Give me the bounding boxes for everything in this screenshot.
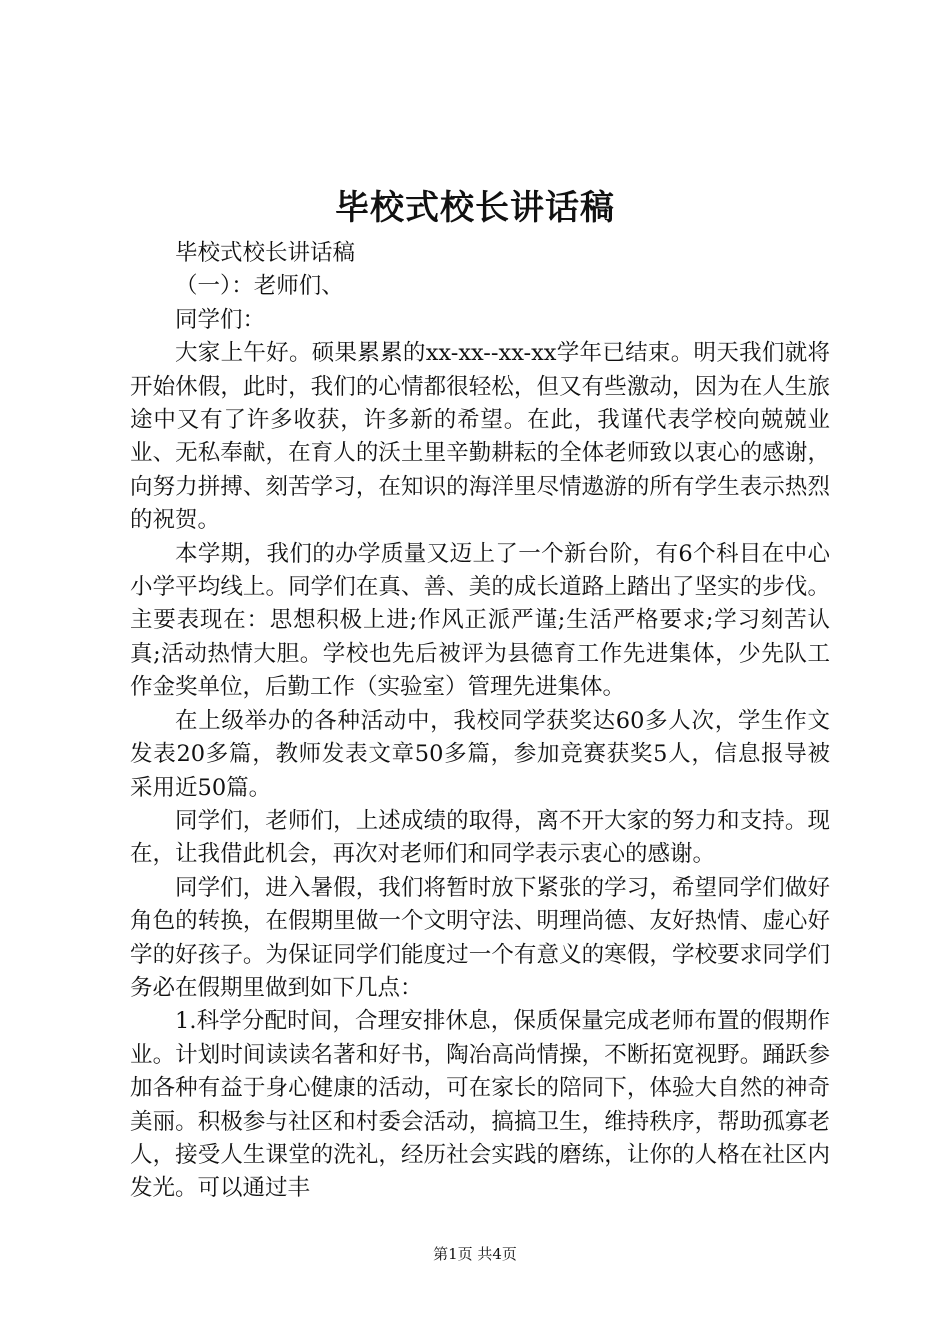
paragraph-subtitle: 毕校式校长讲话稿 [175,240,356,266]
paragraph-salutation-1: （一）：老师们、 [175,273,344,300]
paragraph-holiday: 同学们，进入暑假，我们将暂时放下紧张的学习，希望同学们做好角色的转换，在假期里做一个文明守法、明理尚德、友好热情、虚心好学的好孩子。为保证同学们能度过一个有意义的寒假，学校要求同学们务必在假期里做到如下几点： [130,874,830,1001]
document-body [130,237,830,1206]
paragraph-awards: 在上级举办的各种活动中，我校同学获奖达60多人次，学生作文发表20多篇，教师发表文章50多篇，参加竞赛获奖5人，信息报导被采用近50篇。 [130,707,830,801]
paragraph-point-1: 1.科学分配时间，合理安排休息，保质保量完成老师布置的假期作业。计划时间读读名著和好书，陶冶高尚情操，不断拓宽视野。踊跃参加各种有益于身心健康的活动，可在家长的陪同下，体验大自然的神奇美丽。积极参与社区和村委会活动，搞搞卫生，维持秩序，帮助孤寡老人，接受人生课堂的洗礼，经历社会实践的磨练，让你的人格在社区内发光。可以通过丰 [130,1008,830,1202]
paragraph-greeting: 大家上午好。硕果累累的xx-xx--xx-xx学年已结束。明天我们就将开始休假，此时，我们的心情都很轻松，但又有些激动，因为在人生旅途中又有了许多收获，许多新的希望。在此，我谨代表学校向兢兢业业、无私奉献，在育人的沃土里辛勤耕耘的全体老师致以衷心的感谢，向努力拼搏、刻苦学习，在知识的海洋里尽情遨游的所有学生表示热烈的祝贺。 [130,340,830,534]
paragraph-salutation-2: 同学们： [175,306,266,333]
paragraph-achievements: 本学期，我们的办学质量又迈上了一个新台阶，有6个科目在中心小学平均线上。同学们在真、善、美的成长道路上踏出了坚实的步伐。主要表现在：思想积极上进;作风正派严谨;生活严格要求;学习刻苦认真;活动热情大胆。学校也先后被评为县德育工作先进集体，少先队工作金奖单位，后勤工作（实验室）管理先进集体。 [130,540,830,701]
page-number-footer: 第1页 共4页 [433,1245,517,1263]
paragraph-thanks: 同学们，老师们，上述成绩的取得，离不开大家的努力和支持。现在，让我借此机会，再次对老师们和同学表示衷心的感谢。 [130,807,830,868]
document-title: 毕校式校长讲话稿 [335,188,615,228]
